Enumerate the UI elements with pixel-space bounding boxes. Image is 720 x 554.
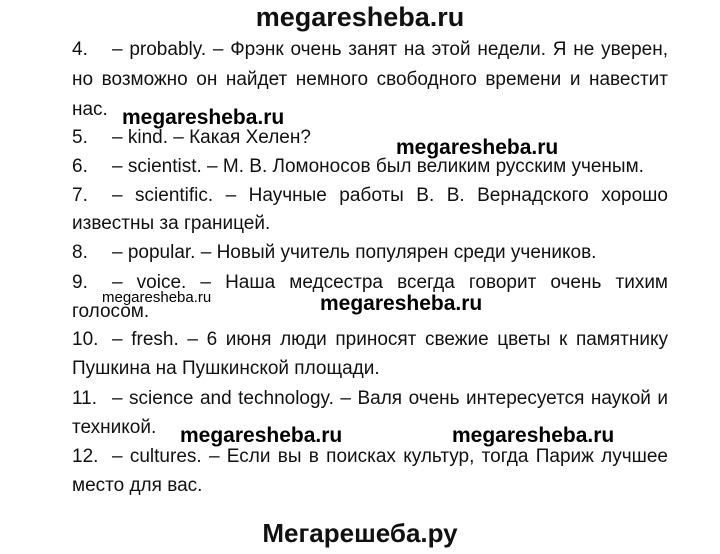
item-number: 10. (72, 329, 99, 350)
list-item (72, 184, 668, 208)
item-number: 8. (72, 242, 88, 263)
watermark: megaresheba.ru (180, 424, 343, 447)
item-continuation: голосом. (72, 301, 150, 322)
item-continuation: техникой. (72, 417, 157, 438)
list-item (72, 387, 668, 411)
site-header: megaresheba.ru (255, 2, 465, 32)
item-text: – scientific. – Научные работы В. В. Вернадского хорошо (112, 185, 668, 206)
item-number: 6. (72, 156, 88, 177)
item-text: – scientist. – М. В. Ломоносов был великим русским ученым. (112, 156, 644, 177)
item-number: 9. (72, 272, 88, 293)
item-text: – cultures. – Если вы в поисках культур, тогда Париж лучшее (112, 446, 668, 467)
item-number: 7. (72, 185, 88, 206)
list-item (72, 155, 668, 179)
item-continuation: место для вас. (72, 475, 203, 496)
list-item (72, 241, 668, 265)
list-item (72, 445, 668, 469)
item-continuation: Пушкина на Пушкинской площади. (72, 358, 380, 379)
item-number: 4. (72, 39, 88, 60)
item-number: 12. (72, 446, 99, 467)
item-continuation: нас. (72, 99, 108, 120)
item-text: – fresh. – 6 июня люди приносят свежие цветы к памятнику (112, 329, 668, 350)
item-text: – kind. – Какая Хелен? (112, 127, 311, 148)
item-text: – science and technology. – Валя очень интересуется наукой и (112, 388, 668, 409)
watermark: megaresheba.ru (452, 424, 615, 447)
item-text: – popular. – Новый учитель популярен среди учеников. (112, 242, 597, 263)
list-item (72, 38, 668, 62)
item-text: – voice. – Наша медсестра всегда говорит очень тихим (112, 272, 668, 293)
site-footer: Мегарешеба.ру (262, 518, 458, 548)
item-continuation: но возможно он найдет немного свободного времени и навестит (72, 69, 668, 90)
watermark: megaresheba.ru (320, 292, 483, 315)
item-number: 11. (72, 388, 98, 409)
watermark: megaresheba.ru (396, 136, 559, 159)
watermark: megaresheba.ru (102, 289, 212, 306)
item-number: 5. (72, 127, 88, 148)
list-item (72, 328, 668, 352)
watermark: megaresheba.ru (122, 106, 285, 129)
item-continuation: известны за границей. (72, 213, 271, 234)
item-text: – probably. – Фрэнк очень занят на этой недели. Я не уверен, (112, 39, 668, 60)
